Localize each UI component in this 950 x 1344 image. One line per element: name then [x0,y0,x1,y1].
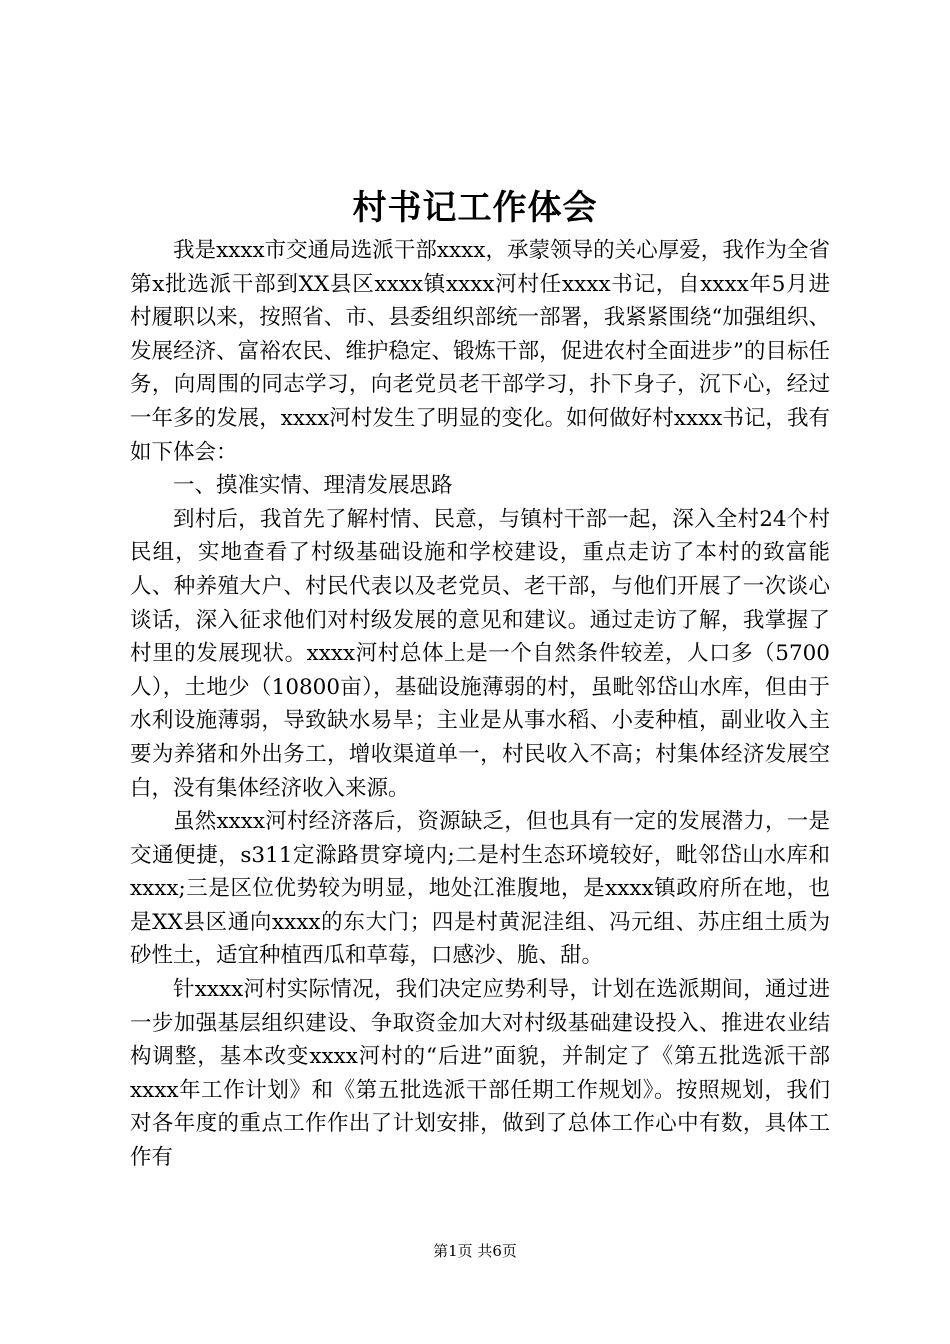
paragraph-potential: 虽然xxxx河村经济落后，资源缺乏，但也具有一定的发展潜力，一是交通便捷，s311定滁路贯穿境内;二是村生态环境较好，毗邻岱山水库和xxxx;三是区位优势较为明显，地处江淮腹地，是xxxx镇政府所在地，也是XX县区通向xxxx的东大门；四是村黄泥洼组、冯元组、苏庄组土质为砂性土，适宜种植西瓜和草莓，口感沙、脆、甜。 [130,809,830,969]
paragraph-plan: 针xxxx河村实际情况，我们决定应势利导，计划在选派期间，通过进一步加强基层组织建设、争取资金加大对村级基础建设投入、推进农业结构调整，基本改变xxxx河村的“后进”面貌，并制定了《第五批选派干部xxxx年工作计划》和《第五批选派干部任期工作规划》。按照规划，我们对各年度的重点工作作出了计划安排，做到了总体工作心中有数，具体工作有 [130,977,830,1171]
section-heading: 一、摸准实情、理清发展思路 [173,473,453,499]
page-footer: 第1页 共6页 [433,1242,517,1260]
document-title: 村书记工作体会 [352,188,598,228]
document-body [130,234,830,1175]
paragraph-survey: 到村后，我首先了解村情、民意，与镇村干部一起，深入全村24个村民组，实地查看了村级基础设施和学校建设，重点走访了本村的致富能人、种养殖大户、村民代表以及老党员、老干部，与他们开展了一次谈心谈话，深入征求他们对村级发展的意见和建议。通过走访了解，我掌握了村里的发展现状。xxxx河村总体上是一个自然条件较差，人口多（5700人），土地少（10800亩），基础设施薄弱的村，虽毗邻岱山水库，但由于水利设施薄弱，导致缺水易旱；主业是从事水稻、小麦种植，副业收入主要为养猪和外出务工，增收渠道单一，村民收入不高；村集体经济发展空白，没有集体经济收入来源。 [130,506,830,801]
paragraph-intro: 我是xxxx市交通局选派干部xxxx，承蒙领导的关心厚爱，我作为全省第x批选派干部到XX县区xxxx镇xxxx河村任xxxx书记，自xxxx年5月进村履职以来，按照省、市、县委组织部统一部署，我紧紧围绕“加强组织、发展经济、富裕农民、维护稳定、锻炼干部，促进农村全面进步”的目标任务，向周围的同志学习，向老党员老干部学习，扑下身子，沉下心，经过一年多的发展，xxxx河村发生了明显的变化。如何做好村xxxx书记，我有如下体会： [130,238,830,465]
